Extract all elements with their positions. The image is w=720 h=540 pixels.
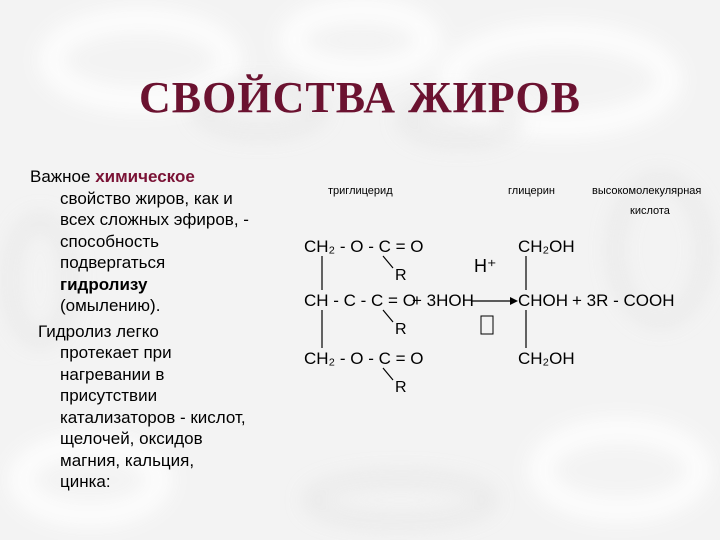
label-triglyceride: триглицерид — [328, 185, 393, 197]
catalyst-label: H⁺ — [474, 256, 497, 276]
product-row-1: CH₂OH — [518, 237, 575, 256]
para2-line: протекает при — [60, 343, 172, 362]
label-acid-line2: кислота — [630, 205, 670, 217]
para1-line: (омылению). — [60, 296, 161, 315]
slide-title: СВОЙСТВА ЖИРОВ — [139, 73, 581, 122]
para1-first-line — [30, 166, 320, 188]
reactant-row-3: CH₂ - O - C = O — [304, 349, 424, 368]
bold-hydrolysis: гидролизу — [60, 274, 148, 294]
para1-prefix: Важное — [30, 167, 96, 186]
reactant-row-1: CH₂ - O - C = O — [304, 237, 424, 256]
paragraph-properties — [30, 166, 320, 317]
para1-line: всех сложных эфиров, - — [60, 210, 249, 229]
para1-line: способность — [60, 231, 160, 251]
para1-line: свойство жиров, как и — [60, 188, 233, 208]
para2-first-line: Гидролиз легко — [38, 321, 159, 341]
reaction-arrow-head — [510, 297, 518, 305]
para2-line: присутствии — [60, 386, 158, 405]
r-group: R — [395, 267, 407, 284]
para1-line: подвергаться — [60, 253, 166, 272]
bond-line — [383, 368, 393, 380]
para2-line: катализаторов - кислот, — [60, 407, 246, 427]
label-acid-line1: высокомолекулярная — [592, 185, 702, 197]
bond-line — [383, 310, 393, 322]
hydrolysis-reaction-diagram — [300, 176, 720, 406]
label-glycerol: глицерин — [508, 185, 555, 197]
acid-product: + 3R - COOH — [572, 291, 675, 310]
water-reagent: + 3HOH — [412, 291, 474, 310]
para2-line: нагревании в — [60, 364, 165, 384]
paragraph-hydrolysis — [30, 321, 320, 493]
para2-line: щелочей, оксидов — [60, 429, 203, 448]
product-row-2: CHOH — [518, 291, 569, 310]
para2-line: цинка: — [60, 472, 111, 491]
reactant-row-2: CH - C - C = O — [304, 291, 416, 310]
r-group: R — [395, 379, 407, 396]
highlight-chemical: химическое — [95, 167, 195, 186]
placeholder-glyph-box — [481, 316, 493, 334]
r-group: R — [395, 321, 407, 338]
product-row-3: CH₂OH — [518, 349, 575, 368]
para2-line: магния, кальция, — [60, 450, 195, 470]
body-text — [30, 166, 320, 493]
bond-line — [383, 256, 393, 268]
